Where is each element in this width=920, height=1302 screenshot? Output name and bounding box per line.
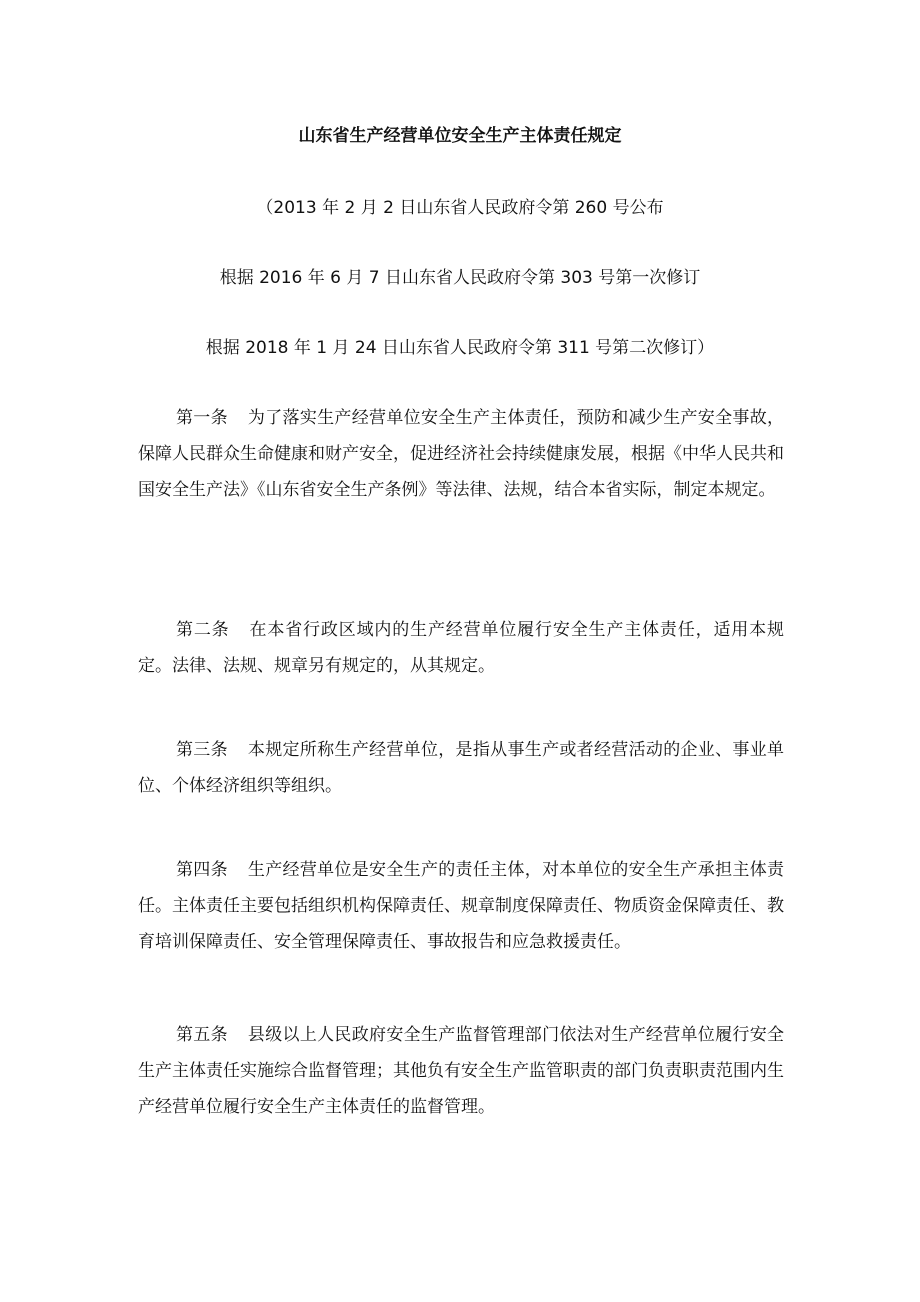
article-2-number: 第二条 [176, 620, 230, 640]
article-1-text: 为了落实生产经营单位安全生产主体责任，预防和减少生产安全事故，保障人民群众生命健康和财产安全，促进经济社会持续健康发展，根据《中华人民共和国安全生产法》《山东省安全生产条例》等法律、法规，结合本省实际，制定本规定。 [138, 408, 785, 500]
article-1-number: 第一条 [176, 408, 228, 428]
article-5 [138, 1017, 784, 1125]
article-3 [138, 732, 784, 804]
article-3-text: 本规定所称生产经营单位，是指从事生产或者经营活动的企业、事业单位、个体经济组织等组织。 [138, 740, 785, 796]
article-5-number: 第五条 [176, 1025, 228, 1045]
article-2 [138, 612, 784, 684]
article-4-number: 第四条 [176, 860, 228, 880]
article-4 [138, 852, 784, 960]
article-4-text: 生产经营单位是安全生产的责任主体，对本单位的安全生产承担主体责任。主体责任主要包括组织机构保障责任、规章制度保障责任、物质资金保障责任、教育培训保障责任、安全管理保障责任、事故报告和应急救援责任。 [138, 860, 785, 952]
article-5-text: 县级以上人民政府安全生产监督管理部门依法对生产经营单位履行安全生产主体责任实施综合监督管理；其他负有安全生产监管职责的部门负责职责范围内生产经营单位履行安全生产主体责任的监督管理。 [138, 1025, 785, 1117]
article-1 [138, 400, 784, 508]
article-3-number: 第三条 [176, 740, 228, 760]
article-2-text: 在本省行政区域内的生产经营单位履行安全生产主体责任，适用本规定。法律、法规、规章另有规定的，从其规定。 [138, 620, 784, 676]
promulgation-note: （2013 年 2 月 2 日山东省人民政府令第 260 号公布 [256, 198, 664, 218]
document-title: 山东省生产经营单位安全生产主体责任规定 [298, 126, 622, 146]
first-revision-note: 根据 2016 年 6 月 7 日山东省人民政府令第 303 号第一次修订 [219, 268, 701, 288]
second-revision-note: 根据 2018 年 1 月 24 日山东省人民政府令第 311 号第二次修订） [205, 338, 715, 358]
